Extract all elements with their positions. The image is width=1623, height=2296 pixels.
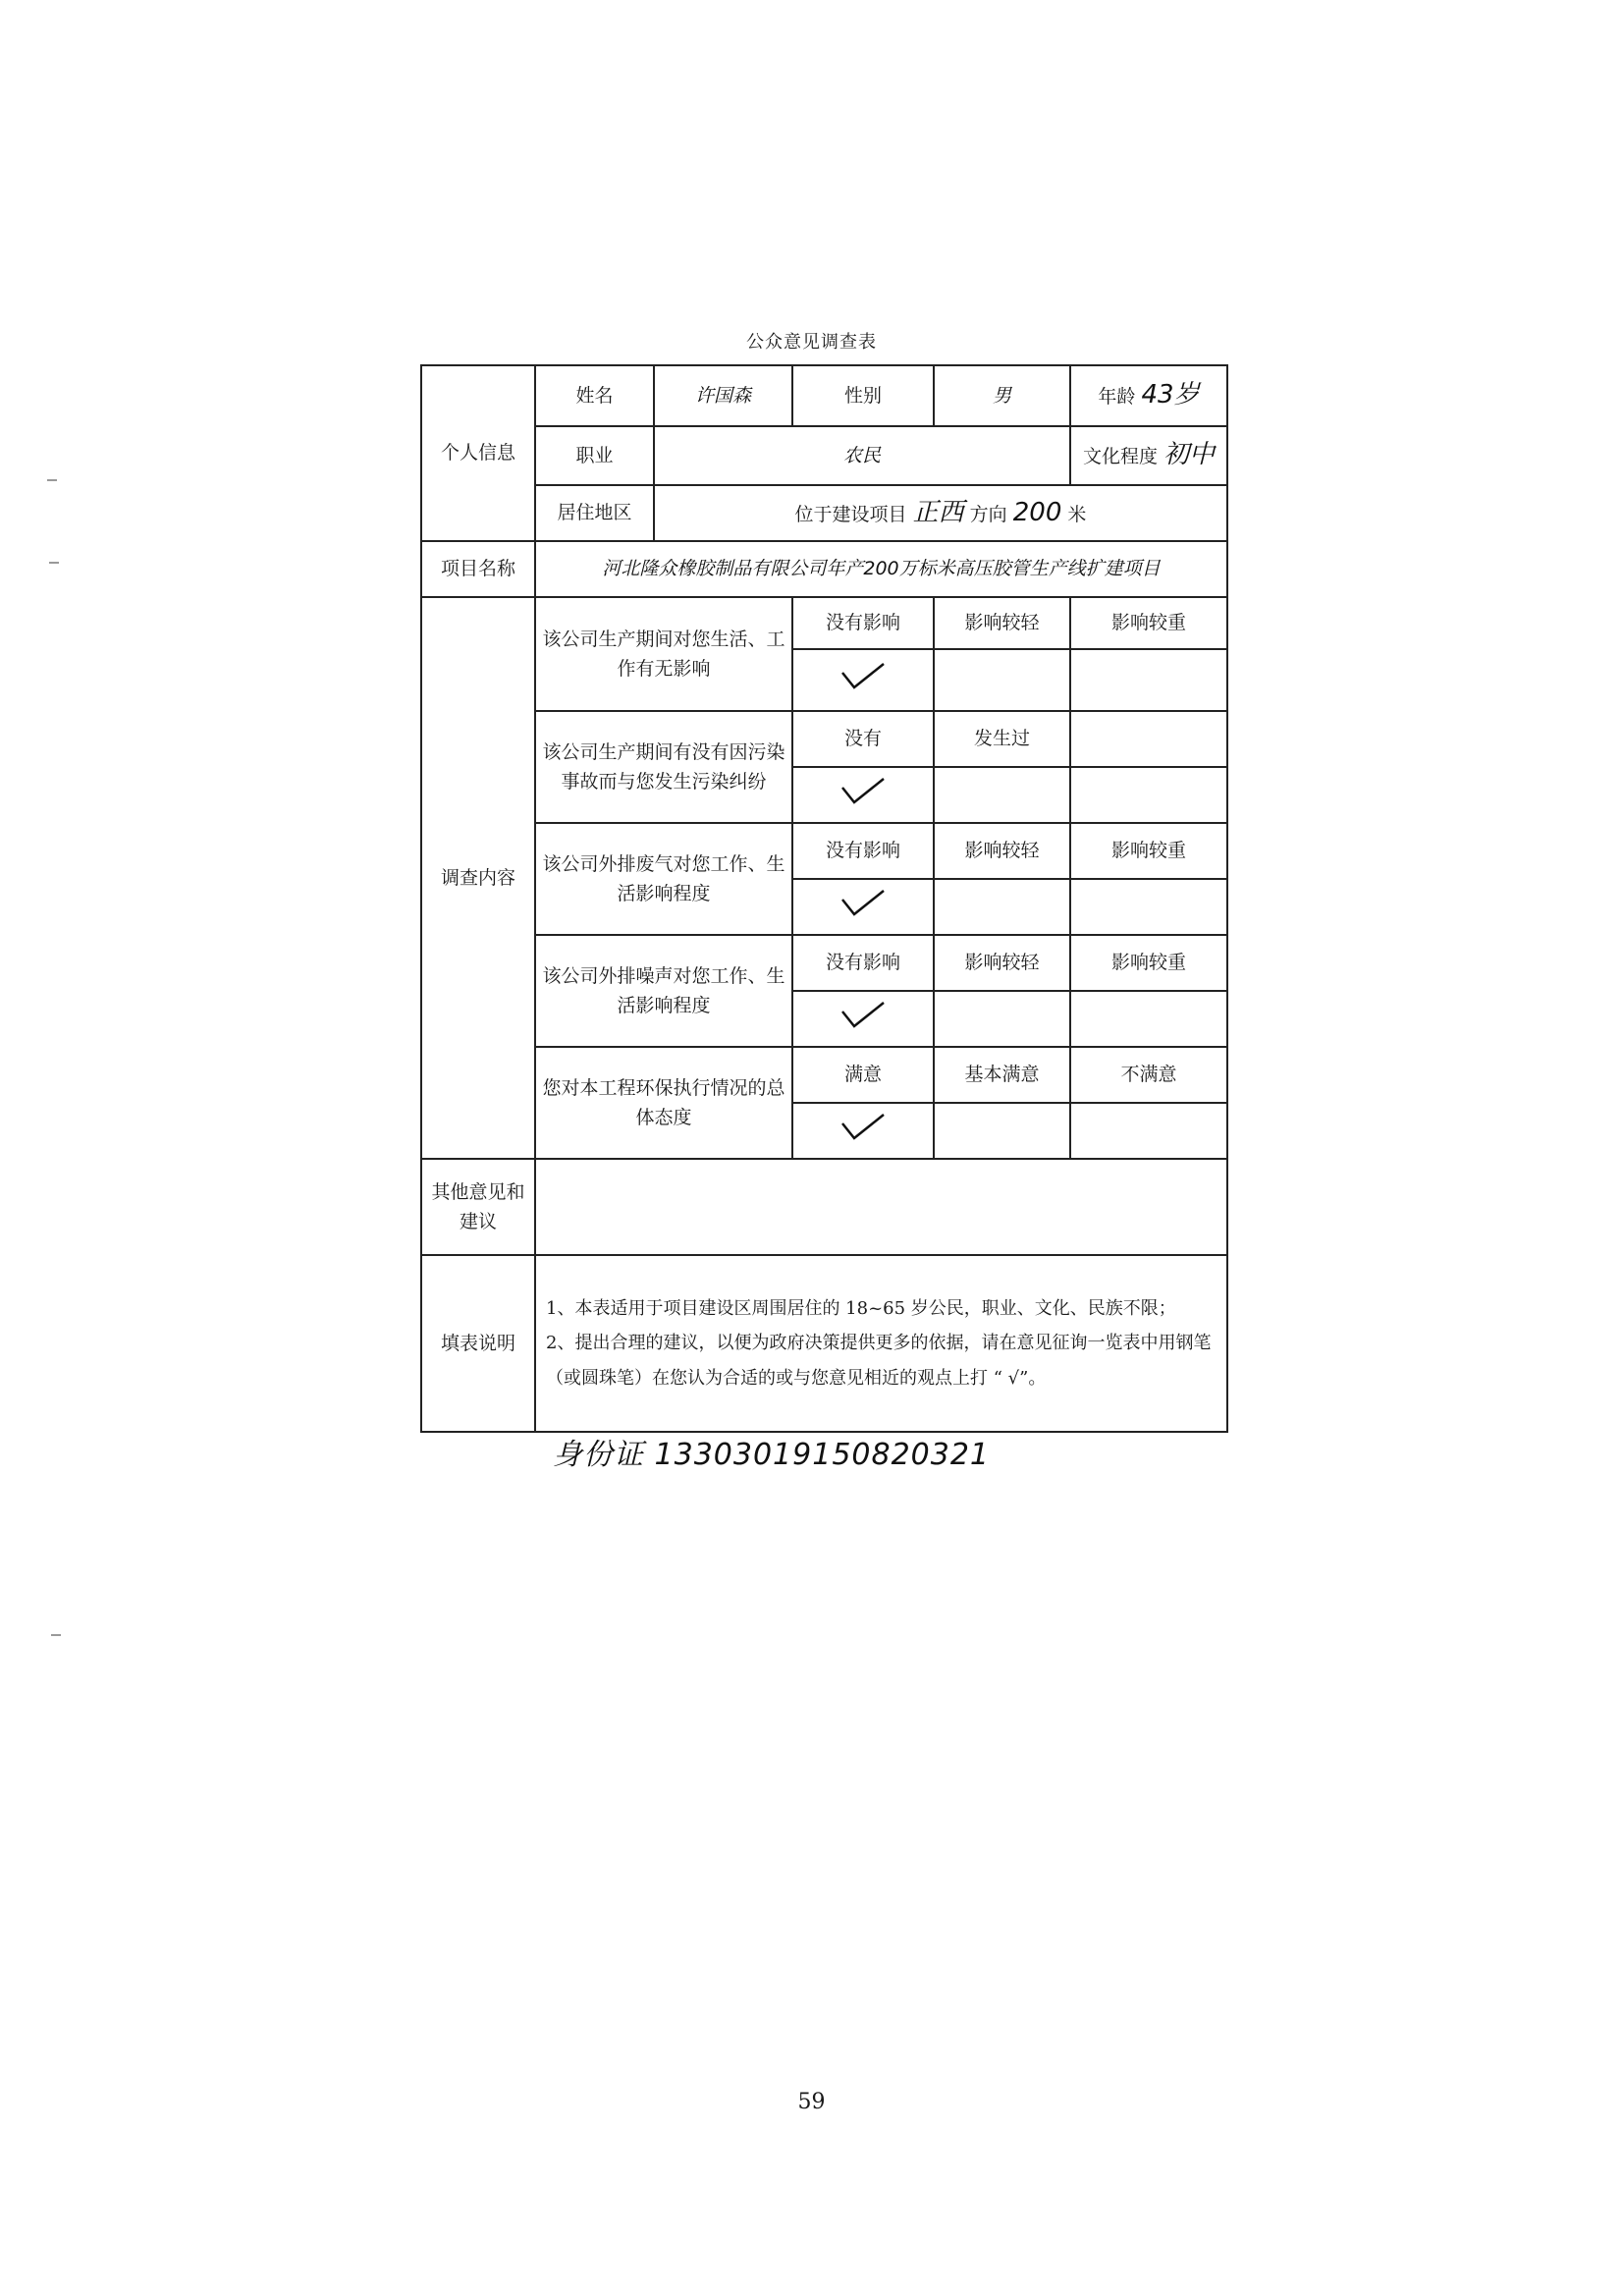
- education-cell: [1070, 426, 1227, 485]
- question-4-option-1: 没有影响: [792, 935, 934, 991]
- instructions-line-1: 1、本表适用于项目建设区周围居住的 18~65 岁公民，职业、文化、民族不限；: [546, 1298, 1176, 1320]
- checkmark-icon: [839, 776, 888, 805]
- project-value: 河北隆众橡胶制品有限公司年产200万标米高压胶管生产线扩建项目: [535, 541, 1227, 597]
- job-value: 农民: [654, 426, 1070, 485]
- question-3-text: 该公司外排废气对您工作、生活影响程度: [535, 823, 792, 935]
- other-comments-value: [535, 1159, 1227, 1255]
- residence-prefix: 位于建设项目: [794, 503, 907, 525]
- question-5-option-2: 基本满意: [934, 1047, 1070, 1103]
- question-1-answer-1: [792, 649, 934, 711]
- gender-label: 性别: [792, 365, 934, 426]
- gender-value: 男: [934, 365, 1070, 426]
- instructions-label: 填表说明: [421, 1255, 535, 1432]
- question-5-option-3: 不满意: [1070, 1047, 1227, 1103]
- personal-info-label: 个人信息: [421, 365, 535, 541]
- scan-speck: [51, 1634, 61, 1636]
- residence-unit: 米: [1067, 503, 1087, 525]
- question-4-answer-2: [934, 991, 1070, 1047]
- checkmark-icon: [839, 1000, 888, 1029]
- name-value: 许国森: [654, 365, 792, 426]
- question-2-text: 该公司生产期间有没有因污染事故而与您发生污染纠纷: [535, 711, 792, 823]
- age-value: 43岁: [1141, 380, 1200, 410]
- education-label: 文化程度: [1082, 446, 1158, 468]
- question-1-option-2: 影响较轻: [934, 597, 1070, 649]
- checkmark-icon: [839, 661, 888, 690]
- job-label: 职业: [535, 426, 654, 485]
- question-1-option-3: 影响较重: [1070, 597, 1227, 649]
- survey-table: [420, 364, 1228, 1433]
- question-1-option-1: 没有影响: [792, 597, 934, 649]
- question-2-answer-2: [934, 767, 1070, 823]
- residence-mid: 方向: [969, 503, 1007, 525]
- project-label: 项目名称: [421, 541, 535, 597]
- checkmark-icon: [839, 888, 888, 917]
- question-4-text: 该公司外排噪声对您工作、生活影响程度: [535, 935, 792, 1047]
- survey-form: [420, 364, 1226, 1430]
- question-2-option-1: 没有: [792, 711, 934, 767]
- checkmark-icon: [839, 1112, 888, 1141]
- question-2-option-2: 发生过: [934, 711, 1070, 767]
- question-1-text: 该公司生产期间对您生活、工作有无影响: [535, 597, 792, 711]
- instructions-line-2: 2、提出合理的建议，以便为政府决策提供更多的依据，请在意见征询一览表中用钢笔（或圆珠笔）在您认为合适的或与您意见相近的观点上打 “ √”。: [546, 1333, 1212, 1389]
- age-label: 年龄: [1098, 386, 1136, 409]
- question-3-option-1: 没有影响: [792, 823, 934, 879]
- other-comments-label: 其他意见和建议: [421, 1159, 535, 1255]
- form-title: 公众意见调查表: [746, 332, 877, 353]
- name-label: 姓名: [535, 365, 654, 426]
- question-3-option-2: 影响较轻: [934, 823, 1070, 879]
- question-5-answer-3: [1070, 1103, 1227, 1159]
- question-2-answer-3: [1070, 767, 1227, 823]
- question-3-answer-2: [934, 879, 1070, 935]
- scan-speck: [49, 562, 59, 564]
- residence-label: 居住地区: [535, 485, 654, 541]
- question-3-answer-1: [792, 879, 934, 935]
- question-4-answer-3: [1070, 991, 1227, 1047]
- question-3-answer-3: [1070, 879, 1227, 935]
- question-5-option-1: 满意: [792, 1047, 934, 1103]
- question-5-answer-2: [934, 1103, 1070, 1159]
- survey-section-label: 调查内容: [421, 597, 535, 1159]
- residence-value: [654, 485, 1227, 541]
- question-5-text: 您对本工程环保执行情况的总体态度: [535, 1047, 792, 1159]
- residence-direction: 正西: [912, 497, 964, 527]
- question-3-option-3: 影响较重: [1070, 823, 1227, 879]
- question-1-answer-2: [934, 649, 1070, 711]
- scan-speck: [47, 479, 57, 481]
- instructions-text: [535, 1255, 1227, 1432]
- page-number: 59: [797, 2090, 826, 2114]
- age-cell: [1070, 365, 1227, 426]
- question-1-answer-3: [1070, 649, 1227, 711]
- residence-distance: 200: [1012, 497, 1062, 527]
- question-4-option-2: 影响较轻: [934, 935, 1070, 991]
- education-value: 初中: [1163, 440, 1216, 470]
- question-2-option-3: [1070, 711, 1227, 767]
- question-4-answer-1: [792, 991, 934, 1047]
- question-2-answer-1: [792, 767, 934, 823]
- question-4-option-3: 影响较重: [1070, 935, 1227, 991]
- question-5-answer-1: [792, 1103, 934, 1159]
- handwritten-id-note: 身份证 13303019150820321: [553, 1438, 991, 1472]
